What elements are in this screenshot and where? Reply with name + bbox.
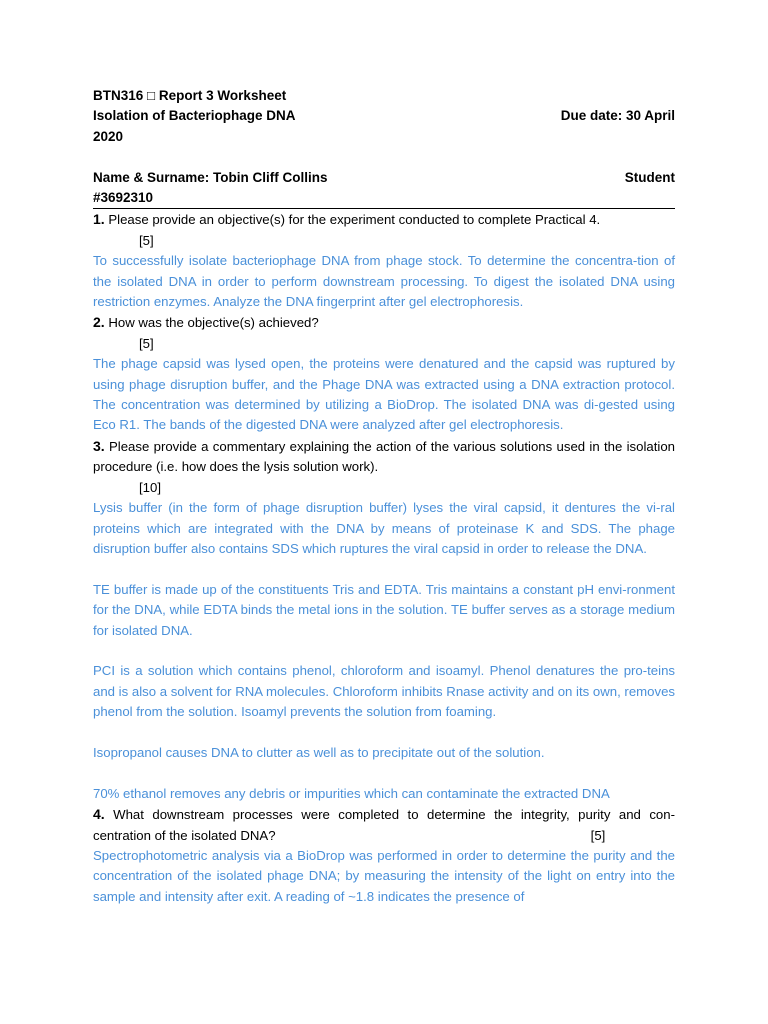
question-1 xyxy=(93,209,675,230)
question-text: Please provide a commentary explaining the action of the various solutions used in the isolation procedure (i.e. how does the lysis solution work). xyxy=(93,438,675,475)
question-3 xyxy=(93,436,675,478)
answer-3-ethanol: 70% ethanol removes any debris or impurities which can contaminate the extracted DNA xyxy=(93,785,610,801)
answer-3-te-buffer: TE buffer is made up of the constituents Tris and EDTA. Tris maintains a constant pH envi-ronment for the DNA, while EDTA binds the metal ions in the solution. TE buffer serves as a storage medium for isolated DNA. xyxy=(93,581,675,638)
question-number: 4. xyxy=(93,806,105,823)
student-name: Name & Surname: Tobin Cliff Collins xyxy=(93,169,328,185)
question-text: Please provide an objective(s) for the experiment conducted to complete Practical 4. xyxy=(108,212,601,228)
answer-2: The phage capsid was lysed open, the proteins were denatured and the capsid was ruptured by using phage disruption buffer, and the Phage DNA was extracted using a DNA extraction protocol. The concentration was determined by utilizing a BioDrop. The isolated DNA was di-gested using Eco R1. The bands of the digested DNA were analyzed after gel electrophoresis. xyxy=(93,356,675,433)
student-number: #3692310 xyxy=(93,188,675,209)
question-text: What downstream processes were completed to determine the integrity, purity and con-centration of the isolated DNA? xyxy=(93,807,675,843)
question-number: 2. xyxy=(93,314,105,331)
document-title: Isolation of Bacteriophage DNA xyxy=(93,108,296,124)
answer-3-pci: PCI is a solution which contains phenol, chloroform and isoamyl. Phenol denatures the pro-teins and is also a solvent for RNA molecules. Chloroform inhibits Rnase activity and on its own, removes phenol from the solution. Isoamyl prevents the solution from foaming. xyxy=(93,663,675,720)
question-2 xyxy=(93,312,675,333)
question-marks: [10] xyxy=(139,479,161,495)
question-text: How was the objective(s) achieved? xyxy=(108,315,319,331)
question-number: 3. xyxy=(93,437,105,454)
student-label: Student xyxy=(624,169,675,185)
due-date: Due date: 30 April xyxy=(560,108,675,124)
answer-3-lysis: Lysis buffer (in the form of phage disruption buffer) lyses the viral capsid, it dentures the vi-ral proteins which are integrated with the DNA by means of proteinase K and SDS. The phage disruption buffer also contains SDS which ruptures the viral capsid in order to release the DNA. xyxy=(93,500,675,556)
answer-3-isopropanol: Isopropanol causes DNA to clutter as well as to precipitate out of the solution. xyxy=(93,744,545,760)
worksheet-page xyxy=(93,86,675,907)
title-row xyxy=(93,106,675,126)
question-marks: [5] xyxy=(590,827,606,843)
question-4 xyxy=(93,804,675,846)
due-year: 2020 xyxy=(93,128,124,144)
question-marks: [5] xyxy=(139,232,154,248)
question-marks: [5] xyxy=(139,335,154,351)
answer-4: Spectrophotometric analysis via a BioDrop was performed in order to determine the purity and the concentration of the isolated phage DNA; by measuring the intensity of the light on entry into the sample and intensity after exit. A reading of ~1.8 indicates the presence of xyxy=(93,847,675,904)
course-line: BTN316 □ Report 3 Worksheet xyxy=(93,88,287,103)
answer-1: To successfully isolate bacteriophage DNA from phage stock. To determine the concentra-tion of the isolated DNA in order to perform downstream processing. To digest the isolated DNA using restriction enzymes. Analyze the DNA fingerprint after gel electrophoresis. xyxy=(93,253,675,310)
name-row xyxy=(93,168,675,188)
question-number: 1. xyxy=(93,211,105,228)
